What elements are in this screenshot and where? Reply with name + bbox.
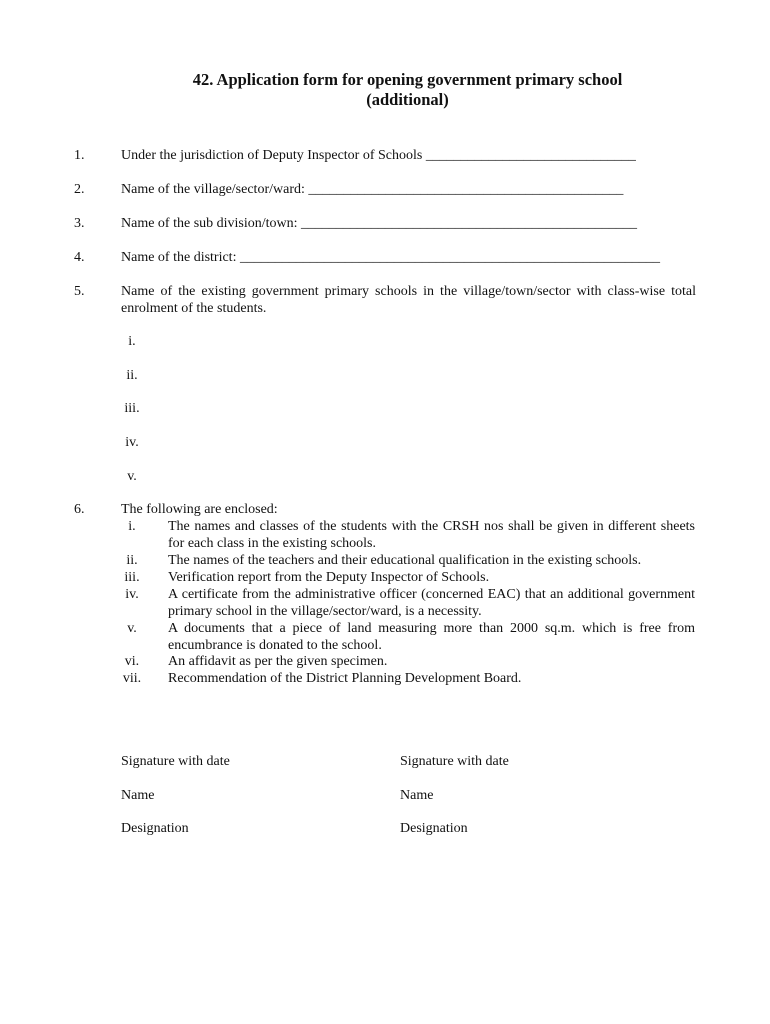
enclosed-item-number: vi.	[124, 654, 140, 669]
form-title-line2: (additional)	[366, 90, 449, 109]
enclosed-heading: The following are enclosed:	[121, 502, 278, 517]
item-number: 4.	[74, 250, 85, 265]
district-field: Name of the district: ____________________________________________________________	[121, 250, 660, 265]
right-designation-label: Designation	[400, 821, 468, 836]
existing-school-entry: i.	[128, 334, 136, 349]
enclosed-item-text: The names of the teachers and their educational qualification in the existing schools.	[168, 553, 642, 568]
existing-school-entry: iv.	[125, 435, 139, 450]
enclosed-item-number: i.	[128, 519, 136, 534]
left-name-label: Name	[121, 788, 155, 803]
enclosed-item-number: v.	[127, 621, 137, 636]
form-title-line1: 42. Application form for opening government primary school	[192, 70, 623, 89]
enclosed-item-number: iv.	[125, 587, 139, 602]
left-signature-label: Signature with date	[121, 754, 230, 769]
enclosed-item-text: The names and classes of the students with the CRSH nos shall be given in different sheets for each class in the existing schools.	[168, 519, 695, 551]
enclosed-item-text: Verification report from the Deputy Inspector of Schools.	[168, 570, 490, 585]
enclosed-item-text: An affidavit as per the given specimen.	[168, 654, 388, 669]
item-number: 2.	[74, 182, 85, 197]
existing-school-entry: ii.	[126, 368, 138, 383]
item-number: 5.	[74, 284, 85, 299]
enclosed-item-number: vii.	[122, 671, 142, 686]
item-number: 6.	[74, 502, 85, 517]
right-signature-label: Signature with date	[400, 754, 509, 769]
item-number: 3.	[74, 216, 85, 231]
enclosed-item-text: Recommendation of the District Planning Development Board.	[168, 671, 522, 686]
item-number: 1.	[74, 148, 85, 163]
left-designation-label: Designation	[121, 821, 189, 836]
enclosed-item-text: A certificate from the administrative officer (concerned EAC) that an additional government primary school in the village/sector/ward, is a necessity.	[168, 587, 695, 619]
existing-school-entry: iii.	[124, 401, 140, 416]
existing-school-entry: v.	[127, 469, 137, 484]
enclosed-item-text: A documents that a piece of land measuring more than 2000 sq.m. which is free from encumbrance is donated to the school.	[168, 621, 695, 653]
enclosed-item-number: ii.	[126, 553, 138, 568]
right-name-label: Name	[400, 788, 434, 803]
existing-schools-question: Name of the existing government primary schools in the village/town/sector with class-wise total enrolment of the students.	[121, 284, 696, 316]
enclosed-item-number: iii.	[124, 570, 140, 585]
form-title	[120, 70, 695, 110]
village-field: Name of the village/sector/ward: _____________________________________________	[121, 182, 624, 197]
subdivision-field: Name of the sub division/town: ________________________________________________	[121, 216, 638, 231]
jurisdiction-field: Under the jurisdiction of Deputy Inspector of Schools ______________________________	[121, 148, 636, 163]
